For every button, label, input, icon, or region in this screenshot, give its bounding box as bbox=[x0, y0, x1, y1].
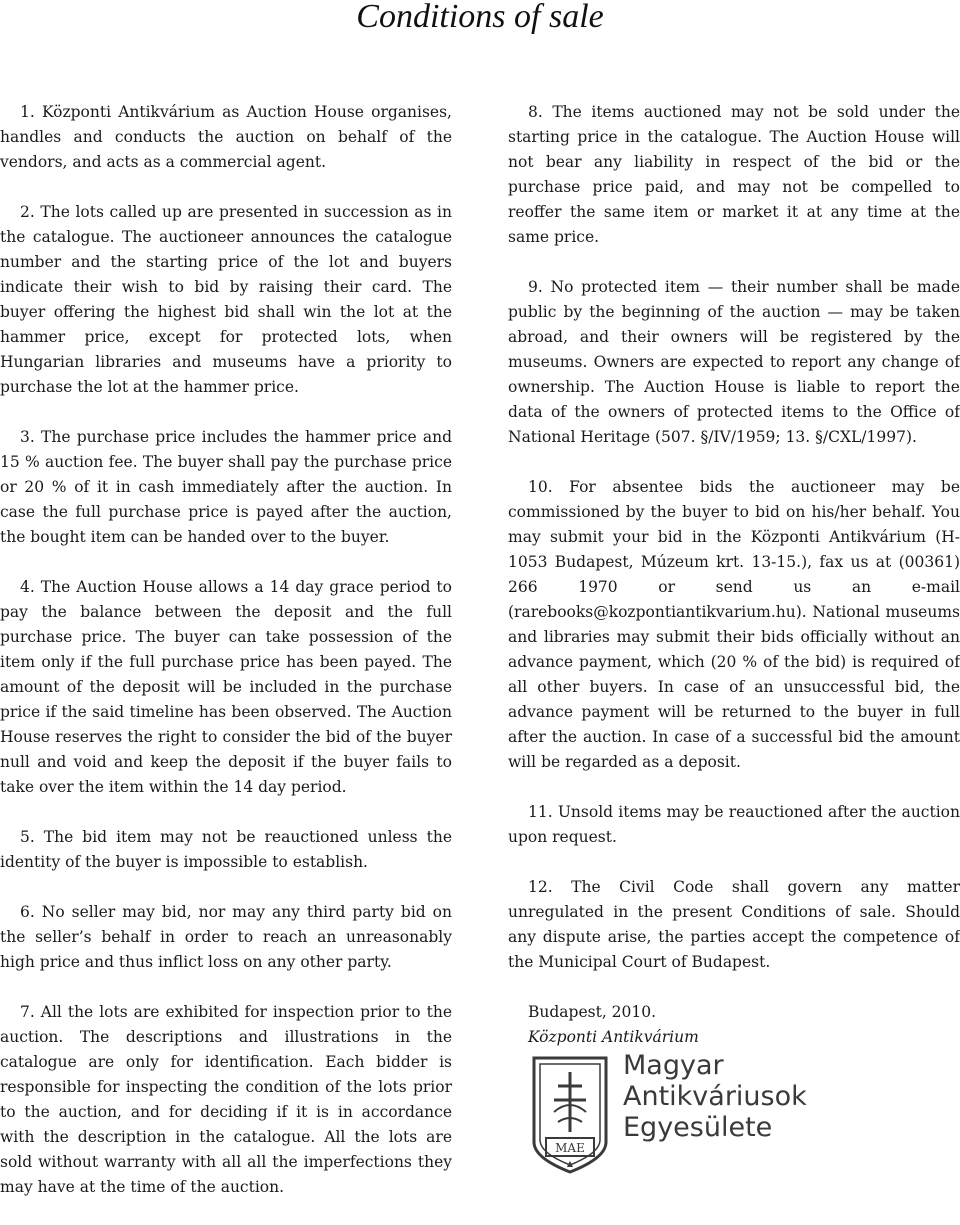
svg-text:▲: ▲ bbox=[566, 1159, 574, 1168]
condition-3: 3. The purchase price includes the hammer price and 15 % auction fee. The buyer shall pay the purchase price or 20 % of it in cash immediately after the auction. In case the full purchase price is payed after the auction, the bought item can be handed over to the buyer. bbox=[0, 428, 452, 546]
signature-place-date: Budapest, 2010. bbox=[528, 1003, 657, 1021]
right-column bbox=[508, 100, 960, 1050]
condition-10: 10. For absentee bids the auctioneer may be commissioned by the buyer to bid on his/her behalf. You may submit your bid in the Központi Antikvárium (H-1053 Budapest, Múzeum krt. 13-15.), fax us at (00361) 266 1970 or send us an e-mail (rarebooks@kozpontiantikvarium.hu). National museums and libraries may submit their bids officially without an advance payment, which (20 % of the bid) is required of all other buyers. In case of an unsuccessful bid, the advance payment will be returned to the buyer in full after the auction. In case of a successful bid the amount will be regarded as a deposit. bbox=[508, 478, 960, 771]
condition-4: 4. The Auction House allows a 14 day grace period to pay the balance between the deposit and the full purchase price. The buyer can take possession of the item only if the full purchase price has been payed. The amount of the deposit will be included in the purchase price if the said timeline has been observed. The Auction House reserves the right to consider the bid of the buyer null and void and keep the deposit if the buyer fails to take over the item within the 14 day period. bbox=[0, 578, 452, 796]
condition-8: 8. The items auctioned may not be sold under the starting price in the catalogue. The Auction House will not bear any liability in respect of the bid or the purchase price paid, and may not be compelled to reoffer the same item or market it at any time at the same price. bbox=[508, 103, 960, 246]
association-name-line1: Magyar bbox=[623, 1050, 724, 1081]
association-name-line3: Egyesülete bbox=[623, 1112, 773, 1143]
condition-12: 12. The Civil Code shall govern any matter unregulated in the present Conditions of sale. Should any dispute arise, the parties accept the competence of the Municipal Court of Budapest. bbox=[508, 878, 960, 971]
signature-block bbox=[528, 1000, 960, 1050]
association-name-line2: Antikváriusok bbox=[623, 1081, 807, 1112]
association-logo bbox=[528, 1050, 828, 1175]
condition-6: 6. No seller may bid, nor may any third party bid on the seller’s behalf in order to reach an unreasonably high price and thus inflict loss on any other party. bbox=[0, 903, 452, 971]
signature-name: Központi Antikvárium bbox=[528, 1028, 699, 1046]
condition-1: 1. Központi Antikvárium as Auction House organises, handles and conducts the auction on behalf of the vendors, and acts as a commercial agent. bbox=[0, 103, 452, 171]
left-column bbox=[0, 100, 452, 1225]
condition-11: 11. Unsold items may be reauctioned after the auction upon request. bbox=[508, 803, 960, 846]
condition-7: 7. All the lots are exhibited for inspection prior to the auction. The descriptions and illustrations in the catalogue are only for identification. Each bidder is responsible for inspecting the condition of the lots prior to the auction, and for deciding if it is in accordance with the description in the catalogue. All the lots are sold without warranty with all all the imperfections they may have at the time of the auction. bbox=[0, 1003, 452, 1196]
association-name bbox=[623, 1050, 807, 1143]
condition-2: 2. The lots called up are presented in succession as in the catalogue. The auctioneer announces the catalogue number and the starting price of the lot and buyers indicate their wish to bid by raising their card. The buyer offering the highest bid shall win the lot at the hammer price, except for protected lots, when Hungarian libraries and museums have a priority to purchase the lot at the hammer price. bbox=[0, 203, 452, 396]
condition-5: 5. The bid item may not be reauctioned unless the identity of the buyer is impossible to establish. bbox=[0, 828, 452, 871]
condition-9: 9. No protected item — their number shall be made public by the beginning of the auction — may be taken abroad, and their owners will be registered by the museums. Owners are expected to report any change of ownership. The Auction House is liable to report the data of the owners of protected items to the Office of National Heritage (507. §/IV/1959; 13. §/CXL/1997). bbox=[508, 278, 960, 446]
seal-icon bbox=[528, 1050, 612, 1175]
page-title: Conditions of sale bbox=[356, 0, 604, 35]
seal-text: MAE bbox=[555, 1141, 585, 1155]
